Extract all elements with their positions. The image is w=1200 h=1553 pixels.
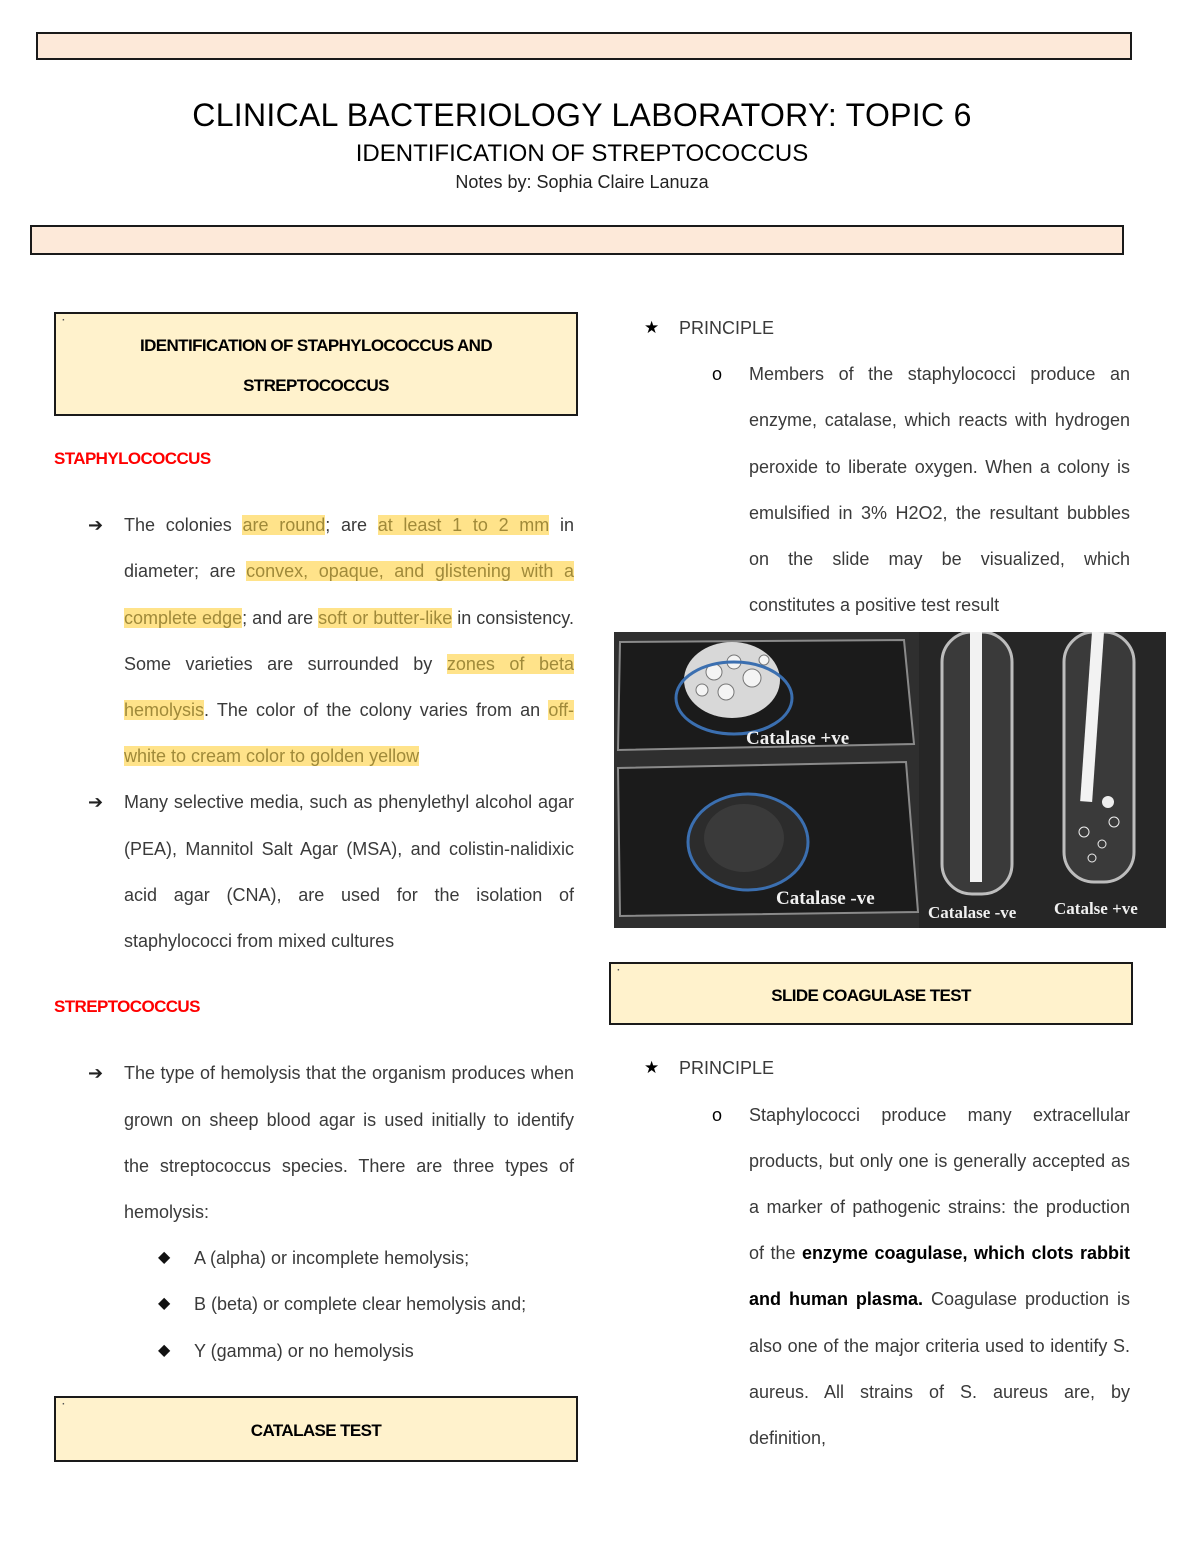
catalase-test-heading: CATALASE TEST	[250, 1420, 382, 1440]
right-column	[617, 305, 1138, 1461]
bubble-cluster	[684, 642, 780, 718]
strep-hemolysis-description: ➔ The type of hemolysis that the organism produces when grown on sheep blood agar is used initially to identify the streptococcus species. There are three types of hemolysis:	[54, 1050, 574, 1235]
highlight: zones of beta hemolysis	[124, 653, 574, 721]
box-marker: ·	[617, 965, 620, 977]
circle-bullet-icon: o	[712, 364, 723, 385]
top-decorative-band	[36, 32, 1132, 60]
page-title: CLINICAL BACTERIOLOGY LABORATORY: TOPIC 6	[192, 97, 972, 133]
streptococcus-heading: STREPTOCOCCUS	[54, 997, 200, 1017]
list-item: ◆ B (beta) or complete clear hemolysis and;	[54, 1281, 574, 1327]
bubble	[718, 684, 734, 700]
applicator-stick	[970, 632, 982, 882]
identification-heading-box	[54, 312, 578, 416]
staph-colony-description: ➔ The colonies are round; are at least 1 to 2 mm in diameter; are convex, opaque, and glistening with a complete edge; and are soft or butter-like in consistency. Some varieties are surrounded by zones of beta hemolysis. The color of the colony varies from an off-white to cream color to golden yellow	[54, 502, 574, 779]
bubble	[1102, 796, 1114, 808]
circle-bullet-icon: o	[712, 1104, 723, 1125]
right-arrow-icon: ➔	[88, 515, 104, 536]
diamond-bullet-icon: ◆	[158, 1341, 171, 1359]
hemolysis-type-list	[54, 1235, 574, 1374]
catalase-principle-text: o Members of the staphylococci produce an enzyme, catalase, which reacts with hydrogen peroxide to liberate oxygen. When a colony is emulsified in 3% H2O2, the resultant bubbles on the slide may be visualized, which constitutes a positive test result	[618, 351, 1130, 628]
staphylococcus-heading: STAPHYLOCOCCUS	[54, 449, 211, 468]
list-item: ◆ Y (gamma) or no hemolysis	[54, 1328, 574, 1374]
bubble	[759, 655, 769, 665]
slide-coagulase-heading-box	[609, 962, 1133, 1025]
right-arrow-icon: ➔	[88, 1063, 104, 1084]
highlight: are round	[242, 515, 326, 536]
diamond-bullet-icon: ◆	[158, 1249, 171, 1267]
staph-selective-media: ➔ Many selective media, such as phenylethyl alcohol agar (PEA), Mannitol Salt Agar (MSA), and colistin-nalidixic acid agar (CNA), are used for the isolation of staphylococci from mixed cultures	[54, 779, 574, 964]
slide-positive-label: Catalase +ve	[746, 728, 850, 750]
slide-negative-label: Catalase -ve	[776, 888, 875, 910]
star-bullet-icon: ★	[644, 1058, 660, 1078]
box-marker: ·	[62, 315, 65, 326]
catalase-test-heading-box	[54, 1396, 578, 1462]
highlight: at least 1 to 2 mm	[377, 515, 550, 536]
bubble	[696, 684, 708, 696]
tube-negative-label: Catalase -ve	[928, 903, 1017, 923]
highlight: convex, opaque, and glistening with a complete edge	[124, 561, 574, 628]
bottom-decorative-band	[30, 225, 1124, 255]
catalase-photo-illustration	[614, 632, 1166, 928]
coagulase-principle-text: o Staphylococci produce many extracellular products, but only one is generally accepted as a marker of pathogenic strains: the production of the enzyme coagulase, which clots rabbit and human plasma. Coagulase production is also one of the major criteria used to identify S. aureus. All strains of S. aureus are, by definition,	[618, 1092, 1130, 1462]
author-line: Notes by: Sophia Claire Lanuza	[455, 172, 709, 192]
right-arrow-icon: ➔	[88, 792, 104, 813]
star-bullet-icon: ★	[644, 318, 660, 337]
highlight: soft or butter-like	[318, 607, 453, 628]
list-item: ◆ A (alpha) or incomplete hemolysis;	[54, 1235, 574, 1281]
highlight: off-white to cream color to golden yellow	[124, 700, 574, 767]
tube-positive-label: Catalse +ve	[1054, 899, 1138, 919]
slide-coagulase-heading: SLIDE COAGULASE TEST	[771, 986, 971, 1006]
heading-line-2: STREPTOCOCCUS	[243, 376, 389, 395]
box-marker: ·	[62, 1398, 65, 1410]
bold-emphasis: enzyme coagulase, which clots rabbit and human plasma.	[749, 1243, 1130, 1310]
bubble	[743, 669, 761, 687]
heading-line-1: IDENTIFICATION OF STAPHYLOCOCCUS AND	[139, 336, 493, 355]
page-subtitle: IDENTIFICATION OF STREPTOCOCCUS	[355, 140, 809, 167]
principle-item: ★ PRINCIPLE	[618, 305, 1130, 351]
left-column	[54, 312, 574, 1462]
clear-droplet	[704, 804, 784, 872]
diamond-bullet-icon: ◆	[158, 1295, 171, 1313]
principle-item: ★ PRINCIPLE	[618, 1045, 1130, 1091]
catalase-test-photo	[614, 632, 1166, 928]
